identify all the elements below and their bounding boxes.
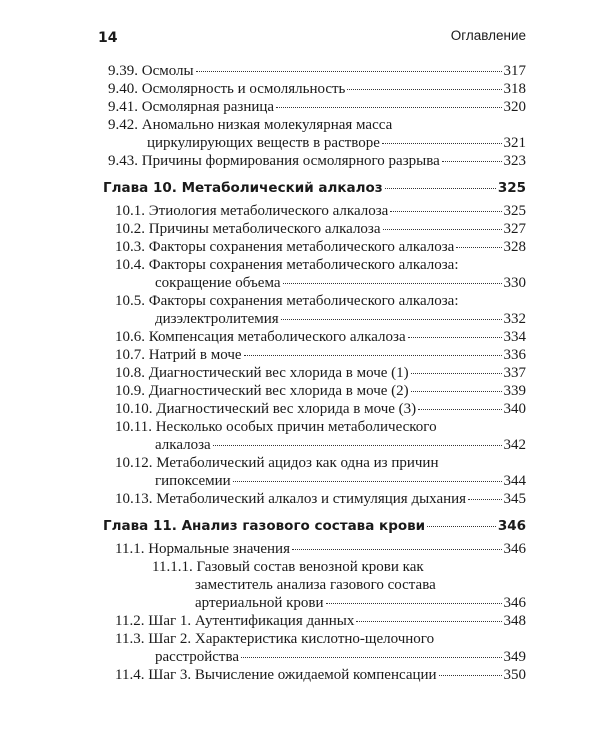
toc-entry-title: гипоксемии	[155, 473, 231, 489]
toc-entry-title: 10.7. Натрий в моче	[115, 347, 242, 363]
dot-leader	[390, 211, 501, 212]
dot-leader	[383, 229, 502, 230]
running-title: Оглавление	[450, 28, 526, 43]
toc-page-number: 346	[497, 518, 526, 534]
toc-entry-continuation	[103, 648, 526, 666]
toc-page-number: 330	[503, 275, 526, 291]
dot-leader	[439, 675, 502, 676]
dot-leader	[326, 603, 502, 604]
toc-entry-title: 9.43. Причины формирования осмолярного разрыва	[108, 153, 440, 169]
toc-entry	[103, 62, 526, 80]
toc-entry-continuation	[103, 274, 526, 292]
toc-entry-title: 9.42. Аномально низкая молекулярная масса	[108, 117, 393, 133]
dot-leader	[385, 188, 496, 189]
toc-entry-title: 9.41. Осмолярная разница	[108, 99, 275, 115]
toc-entry-title: циркулирующих веществ в растворе	[147, 135, 380, 151]
dot-leader	[427, 526, 496, 527]
toc-page-number: 323	[503, 153, 526, 169]
toc-entry-title: артериальной крови	[195, 595, 324, 611]
toc-entry-title: 10.9. Диагностический вес хлорида в моче (2)	[115, 383, 409, 399]
toc-entry	[103, 238, 526, 256]
toc-page-number: 339	[503, 383, 526, 399]
dot-leader	[283, 283, 502, 284]
toc-page-number: 334	[503, 329, 526, 345]
toc-entry-continuation	[103, 436, 526, 454]
toc-entry-title: сокращение объема	[155, 275, 281, 291]
toc-entry-continuation	[103, 134, 526, 152]
toc-page-number: 340	[503, 401, 526, 417]
toc-entry	[103, 666, 526, 684]
toc-entry-title: 10.5. Факторы сохранения метаболического алкалоза:	[115, 293, 459, 309]
toc-page-number: 318	[503, 81, 526, 97]
dot-leader	[411, 373, 502, 374]
toc-chapter-entry	[103, 517, 526, 535]
toc-entry-title: Глава 11. Анализ газового состава крови	[103, 518, 426, 534]
dot-leader	[456, 247, 501, 248]
toc-entry-title: 11.2. Шаг 1. Аутентификация данных	[115, 613, 355, 629]
toc-chapter-entry	[103, 179, 526, 197]
toc-page-number: 328	[503, 239, 526, 255]
toc-entry	[103, 220, 526, 238]
toc-page-number: 348	[503, 613, 526, 629]
toc-entry-title: 9.39. Осмолы	[108, 63, 194, 79]
toc-entry-continuation	[103, 594, 526, 612]
toc-page-number: 327	[503, 221, 526, 237]
dot-leader	[382, 143, 502, 144]
toc-entry	[103, 490, 526, 508]
toc-page-number: 350	[503, 667, 526, 683]
toc-entry-title: 10.13. Метаболический алкалоз и стимуляция дыхания	[115, 491, 467, 507]
toc-entry-title: 11.4. Шаг 3. Вычисление ожидаемой компенсации	[115, 667, 437, 683]
toc-page-number: 336	[503, 347, 526, 363]
dot-leader	[276, 107, 501, 108]
toc-entry-title: 10.8. Диагностический вес хлорида в моче (1)	[115, 365, 409, 381]
dot-leader	[292, 549, 502, 550]
toc-entry-title: 11.1.1. Газовый состав венозной крови как	[152, 559, 424, 575]
toc-page-number: 346	[503, 595, 526, 611]
dot-leader	[411, 391, 502, 392]
toc-page-number: 345	[503, 491, 526, 507]
toc-page-number: 342	[503, 437, 526, 453]
toc-page-number: 321	[503, 135, 526, 151]
dot-leader	[241, 657, 502, 658]
toc-entry-title: дизэлектролитемия	[155, 311, 279, 327]
page-number: 14	[98, 30, 118, 46]
toc-entry-title: 10.1. Этиология метаболического алкалоза	[115, 203, 389, 219]
dot-leader	[356, 621, 501, 622]
table-of-contents	[103, 62, 526, 684]
toc-entry-title: 10.3. Факторы сохранения метаболического алкалоза	[115, 239, 455, 255]
toc-entry-title: заместитель анализа газового состава	[195, 577, 436, 593]
toc-entry-title: Глава 10. Метаболический алкалоз	[103, 180, 383, 196]
toc-entry-title: расстройства	[155, 649, 239, 665]
toc-entry	[103, 328, 526, 346]
toc-entry	[103, 80, 526, 98]
toc-page-number: 325	[503, 203, 526, 219]
toc-entry-title: 10.2. Причины метаболического алкалоза	[115, 221, 381, 237]
toc-entry	[103, 418, 526, 436]
toc-entry	[103, 400, 526, 418]
toc-entry-title: 9.40. Осмолярность и осмоляльность	[108, 81, 346, 97]
toc-entry	[103, 630, 526, 648]
dot-leader	[418, 409, 501, 410]
toc-entry-continuation	[103, 576, 526, 594]
toc-entry	[103, 382, 526, 400]
toc-entry	[103, 98, 526, 116]
toc-entry-title: 10.4. Факторы сохранения метаболического алкалоза:	[115, 257, 459, 273]
toc-entry-title: 10.6. Компенсация метаболического алкалоза	[115, 329, 406, 345]
toc-entry-continuation	[103, 310, 526, 328]
toc-entry	[103, 558, 526, 576]
toc-entry	[103, 612, 526, 630]
dot-leader	[233, 481, 502, 482]
toc-entry	[103, 454, 526, 472]
dot-leader	[213, 445, 502, 446]
toc-page-number: 349	[503, 649, 526, 665]
toc-entry-title: 11.3. Шаг 2. Характеристика кислотно-щелочного	[115, 631, 435, 647]
toc-entry-title: 10.11. Несколько особых причин метаболического	[115, 419, 437, 435]
toc-page-number: 317	[503, 63, 526, 79]
toc-entry-continuation	[103, 472, 526, 490]
toc-page-number: 337	[503, 365, 526, 381]
toc-entry-title: алкалоза	[155, 437, 211, 453]
toc-entry	[103, 346, 526, 364]
toc-entry-title: 10.10. Диагностический вес хлорида в моче (3)	[115, 401, 417, 417]
toc-entry	[103, 256, 526, 274]
toc-entry	[103, 202, 526, 220]
toc-page-number: 346	[503, 541, 526, 557]
dot-leader	[244, 355, 502, 356]
toc-entry	[103, 116, 526, 134]
toc-page-number: 325	[497, 180, 526, 196]
toc-entry	[103, 364, 526, 382]
toc-page-number: 344	[503, 473, 526, 489]
dot-leader	[442, 161, 502, 162]
toc-entry	[103, 152, 526, 170]
dot-leader	[347, 89, 501, 90]
toc-entry-title: 11.1. Нормальные значения	[115, 541, 290, 557]
toc-page-number: 320	[503, 99, 526, 115]
dot-leader	[281, 319, 502, 320]
toc-entry	[103, 292, 526, 310]
toc-page-number: 332	[503, 311, 526, 327]
dot-leader	[468, 499, 501, 500]
dot-leader	[408, 337, 502, 338]
toc-entry-title: 10.12. Метаболический ацидоз как одна из причин	[115, 455, 439, 471]
toc-entry	[103, 540, 526, 558]
dot-leader	[196, 71, 502, 72]
